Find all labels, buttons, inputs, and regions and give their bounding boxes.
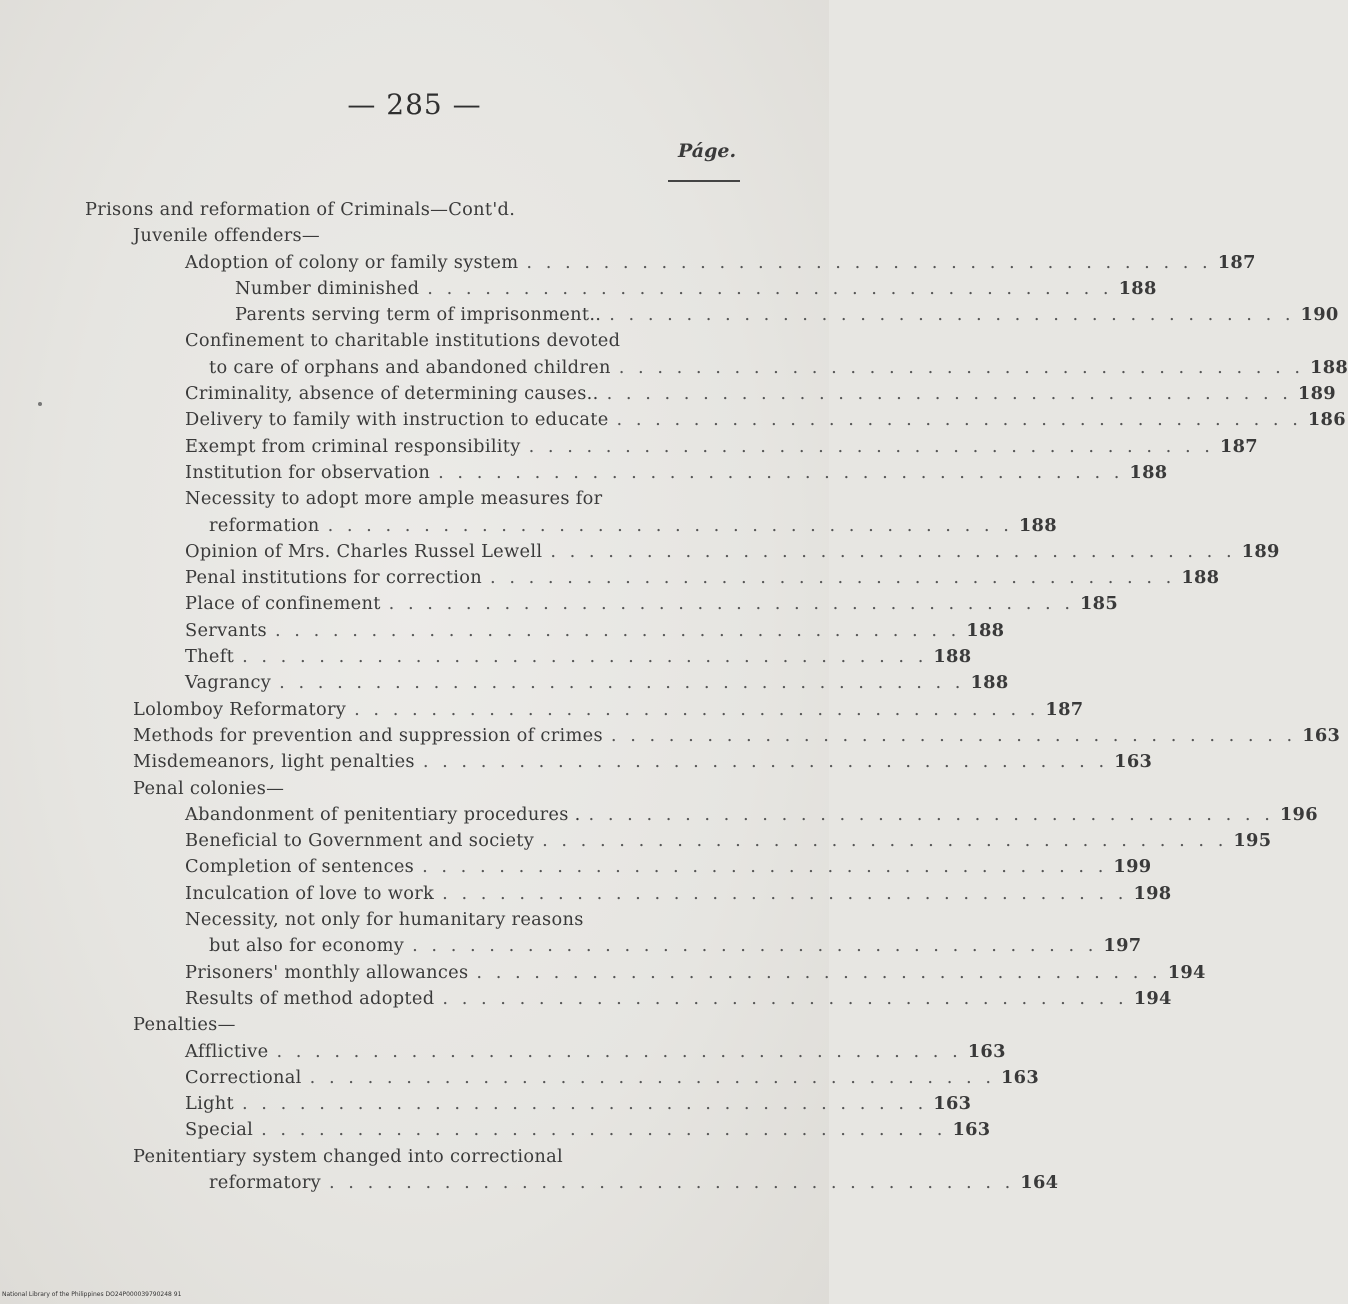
dot-leader: . . . . . . . . . . . . . . . . . . . . . . . . . . . . . . . . . . . . xyxy=(422,856,1108,878)
index-entry xyxy=(85,1012,745,1038)
index-entry-text: Parents serving term of imprisonment.. xyxy=(235,304,602,326)
index-entry-page: 187 xyxy=(1219,435,1258,457)
index-entry xyxy=(85,486,745,512)
dot-leader: . . . . . . . . . . . . . . . . . . . . . . . . . . . . . . . . . . . . xyxy=(261,1119,947,1141)
index-entry xyxy=(85,250,1256,276)
index-entry-text: Number diminished xyxy=(235,277,420,299)
index-entry-page: 163 xyxy=(1302,724,1341,746)
index-entry xyxy=(85,355,1348,381)
index-entry-page: 189 xyxy=(1241,540,1280,562)
index-entry-text: Institution for observation xyxy=(185,461,431,483)
index-entry-page: 164 xyxy=(1020,1171,1059,1193)
index-entry-text: Exempt from criminal responsibility xyxy=(185,435,521,457)
dot-leader: . . . . . . . . . . . . . . . . . . . . . . . . . . . . . . . . . . . . xyxy=(241,1093,928,1115)
index-entry-page: 190 xyxy=(1300,304,1339,326)
index-entry-text: Criminality, absence of determining causes.. xyxy=(185,383,599,405)
index-entry-text: Necessity, not only for humanitary reasons xyxy=(185,909,584,931)
index-entry xyxy=(85,933,1142,959)
index-entry-page: 188 xyxy=(966,619,1005,641)
index-entry-text: Results of method adopted xyxy=(185,987,435,1009)
index-entry xyxy=(85,1091,972,1117)
index-entry-page: 194 xyxy=(1167,961,1206,983)
index-entry-text: Opinion of Mrs. Charles Russel Lewell xyxy=(185,540,543,562)
index-entry-page: 187 xyxy=(1045,698,1084,720)
index-entry-text: Light xyxy=(185,1093,234,1115)
index-entry-text: reformation xyxy=(209,514,320,536)
index-entry xyxy=(85,670,1009,696)
index-entry-page: 188 xyxy=(1018,514,1057,536)
dot-leader: . . . . . . . . . . . . . . . . . . . . . . . . . . . . . . . . . . . . xyxy=(327,514,1013,536)
index-entry-text: Adoption of colony or family system xyxy=(185,251,519,273)
dot-leader: . . . . . . . . . . . . . . . . . . . . . . . . . . . . . . . . . . . . xyxy=(606,383,1292,405)
dot-leader: . . . . . . . . . . . . . . . . . . . . . . . . . . . . . . . . . . . . xyxy=(242,646,928,668)
dot-leader: . . . . . . . . . . . . . . . . . . . . . . . . . . . . . . . . . . . . xyxy=(388,593,1074,615)
index-entry xyxy=(85,644,972,670)
index-entry xyxy=(85,723,1341,749)
index-entry-text: Penal institutions for correction xyxy=(185,567,483,589)
dot-leader: . . . . . . . . . . . . . . . . . . . . . . . . . . . . . . . . . . . . xyxy=(354,698,1040,720)
index-entry-text: Lolomboy Reformatory xyxy=(133,698,347,720)
index-entry-text: Theft xyxy=(185,646,235,668)
index-entry-page: 194 xyxy=(1133,987,1172,1009)
index-entry xyxy=(85,565,1220,591)
index-entry xyxy=(85,223,745,249)
index-entry xyxy=(85,802,1318,828)
dot-leader: . . . . . . . . . . . . . . . . . . . . . . . . . . . . . . . . . . . . xyxy=(476,961,1162,983)
library-watermark: National Library of the Philippines DO24P000039790248 91 xyxy=(2,1291,182,1298)
dot-leader: . . . . . . . . . . . . . . . . . . . . . . . . . . . . . . . . . . . . xyxy=(610,724,1297,746)
index-entry-text: Beneficial to Government and society xyxy=(185,830,535,852)
index-entry xyxy=(85,907,745,933)
dot-leader: . . . . . . . . . . . . . . . . . . . . . . . . . . . . . . . . . . . . xyxy=(542,830,1228,852)
index-entries xyxy=(85,197,1348,1196)
index-entry-text: Misdemeanors, light penalties xyxy=(133,751,415,773)
dot-leader: . . . . . . . . . . . . . . . . . . . . . . . . . . . . . . . . . . . . xyxy=(427,277,1113,299)
index-entry-page: 163 xyxy=(952,1119,991,1141)
index-entry-text: Abandonment of penitentiary procedures . xyxy=(185,803,581,825)
page-column-rule xyxy=(668,180,740,182)
index-entry-page: 188 xyxy=(1129,461,1168,483)
dot-leader: . . . . . . . . . . . . . . . . . . . . . . . . . . . . . . . . . . . . xyxy=(442,987,1128,1009)
index-entry-text: Special xyxy=(185,1119,254,1141)
dot-leader: . . . . . . . . . . . . . . . . . . . . . . . . . . . . . . . . . . . . xyxy=(442,882,1128,904)
index-entry xyxy=(85,1065,1040,1091)
index-entry-text: Afflictive xyxy=(185,1040,269,1062)
index-entry-page: 163 xyxy=(1000,1066,1040,1088)
index-entry-text: Penal colonies— xyxy=(133,777,285,799)
index-entry-text: Penitentiary system changed into correctional xyxy=(133,1145,564,1167)
index-entry xyxy=(85,302,1339,328)
page-number: — 285 — xyxy=(347,88,482,121)
index-entry-text: Completion of sentences xyxy=(185,856,415,878)
dot-leader: . . . . . . . . . . . . . . . . . . . . . . . . . . . . . . . . . . . . xyxy=(422,751,1109,773)
index-entry-text: Servants xyxy=(185,619,267,641)
index-entry-text: reformatory xyxy=(209,1171,321,1193)
index-entry xyxy=(85,197,745,223)
index-entry xyxy=(85,539,1280,565)
index-entry-text: Place of confinement xyxy=(185,593,381,615)
index-entry xyxy=(85,986,1172,1012)
index-entry-page: 188 xyxy=(1118,277,1157,299)
index-entry-text: to care of orphans and abandoned children xyxy=(209,356,611,378)
index-entry-page: 188 xyxy=(1310,356,1348,378)
index-entry-text: Methods for prevention and suppression of crimes xyxy=(133,724,603,746)
index-entry-page: 188 xyxy=(1181,567,1220,589)
dot-leader: . . . . . . . . . . . . . . . . . . . . . . . . . . . . . . . . . . . . xyxy=(490,567,1176,589)
index-entry xyxy=(85,776,745,802)
index-entry-page: 163 xyxy=(1114,751,1153,773)
index-entry xyxy=(85,1144,745,1170)
dot-leader: . . . . . . . . . . . . . . . . . . . . . . . . . . . . . . . . . . . . xyxy=(276,1040,962,1062)
index-entry-text: Delivery to family with instruction to educate xyxy=(185,409,609,431)
index-entry-page: 198 xyxy=(1133,882,1172,904)
index-entry xyxy=(85,960,1206,986)
dot-leader: . . . . . . . . . . . . . . . . . . . . . . . . . . . . . . . . . . . . xyxy=(588,803,1274,825)
index-entry xyxy=(85,1170,1059,1196)
paper-speck xyxy=(38,402,42,406)
index-entry-text: Correctional xyxy=(185,1066,302,1088)
index-entry-text: but also for economy xyxy=(209,935,405,957)
index-entry xyxy=(85,1039,1006,1065)
index-entry-page: 195 xyxy=(1233,830,1272,852)
index-entry-page: 185 xyxy=(1079,593,1119,615)
dot-leader: . . . . . . . . . . . . . . . . . . . . . . . . . . . . . . . . . . . . xyxy=(616,409,1302,431)
index-entry xyxy=(85,460,1168,486)
dot-leader: . . . . . . . . . . . . . . . . . . . . . . . . . . . . . . . . . . . . xyxy=(279,672,965,694)
index-entry-text: Confinement to charitable institutions devoted xyxy=(185,330,621,352)
index-entry xyxy=(85,407,1346,433)
index-entry-page: 197 xyxy=(1103,935,1142,957)
index-entry xyxy=(85,381,1336,407)
dot-leader: . . . . . . . . . . . . . . . . . . . . . . . . . . . . . . . . . . . . xyxy=(609,304,1295,326)
page-column-label: Páge. xyxy=(678,140,737,162)
dot-leader: . . . . . . . . . . . . . . . . . . . . . . . . . . . . . . . . . . . . xyxy=(526,251,1212,273)
index-entry xyxy=(85,513,1057,539)
index-entry xyxy=(85,276,1157,302)
index-entry-page: 163 xyxy=(967,1040,1006,1062)
dot-leader: . . . . . . . . . . . . . . . . . . . . . . . . . . . . . . . . . . . . xyxy=(412,935,1098,957)
dot-leader: . . . . . . . . . . . . . . . . . . . . . . . . . . . . . . . . . . . . xyxy=(309,1066,995,1088)
index-entry-page: 188 xyxy=(970,672,1009,694)
dot-leader: . . . . . . . . . . . . . . . . . . . . . . . . . . . . . . . . . . . . xyxy=(438,461,1124,483)
index-entry xyxy=(85,1117,991,1143)
index-entry-text: Prisons and reformation of Criminals—Cont'd. xyxy=(85,199,516,220)
index-entry-page: 188 xyxy=(933,646,972,668)
index-entry xyxy=(85,697,1084,723)
index-entry xyxy=(85,618,1005,644)
dot-leader: . . . . . . . . . . . . . . . . . . . . . . . . . . . . . . . . . . . . xyxy=(618,356,1305,378)
index-entry-page: 189 xyxy=(1297,383,1336,405)
index-entry-text: Penalties— xyxy=(133,1014,236,1036)
index-entry-text: Inculcation of love to work xyxy=(185,882,435,904)
index-entry-text: Juvenile offenders— xyxy=(133,225,321,247)
index-entry xyxy=(85,328,745,354)
index-entry xyxy=(85,828,1272,854)
dot-leader: . . . . . . . . . . . . . . . . . . . . . . . . . . . . . . . . . . . . xyxy=(528,435,1214,457)
dot-leader: . . . . . . . . . . . . . . . . . . . . . . . . . . . . . . . . . . . . xyxy=(328,1171,1015,1193)
index-entry-page: 196 xyxy=(1279,803,1318,825)
index-entry-text: Prisoners' monthly allowances xyxy=(185,961,469,983)
index-entry-text: Vagrancy xyxy=(185,672,272,694)
dot-leader: . . . . . . . . . . . . . . . . . . . . . . . . . . . . . . . . . . . . xyxy=(550,540,1236,562)
index-entry xyxy=(85,434,1258,460)
index-entry xyxy=(85,591,1119,617)
index-entry xyxy=(85,881,1172,907)
index-entry-text: Necessity to adopt more ample measures for xyxy=(185,488,603,510)
dot-leader: . . . . . . . . . . . . . . . . . . . . . . . . . . . . . . . . . . . . xyxy=(274,619,961,641)
index-entry xyxy=(85,854,1152,880)
index-entry-page: 163 xyxy=(933,1093,972,1115)
index-entry-page: 186 xyxy=(1307,409,1346,431)
index-entry-page: 199 xyxy=(1113,856,1152,878)
index-entry xyxy=(85,749,1153,775)
index-entry-page: 187 xyxy=(1217,251,1256,273)
